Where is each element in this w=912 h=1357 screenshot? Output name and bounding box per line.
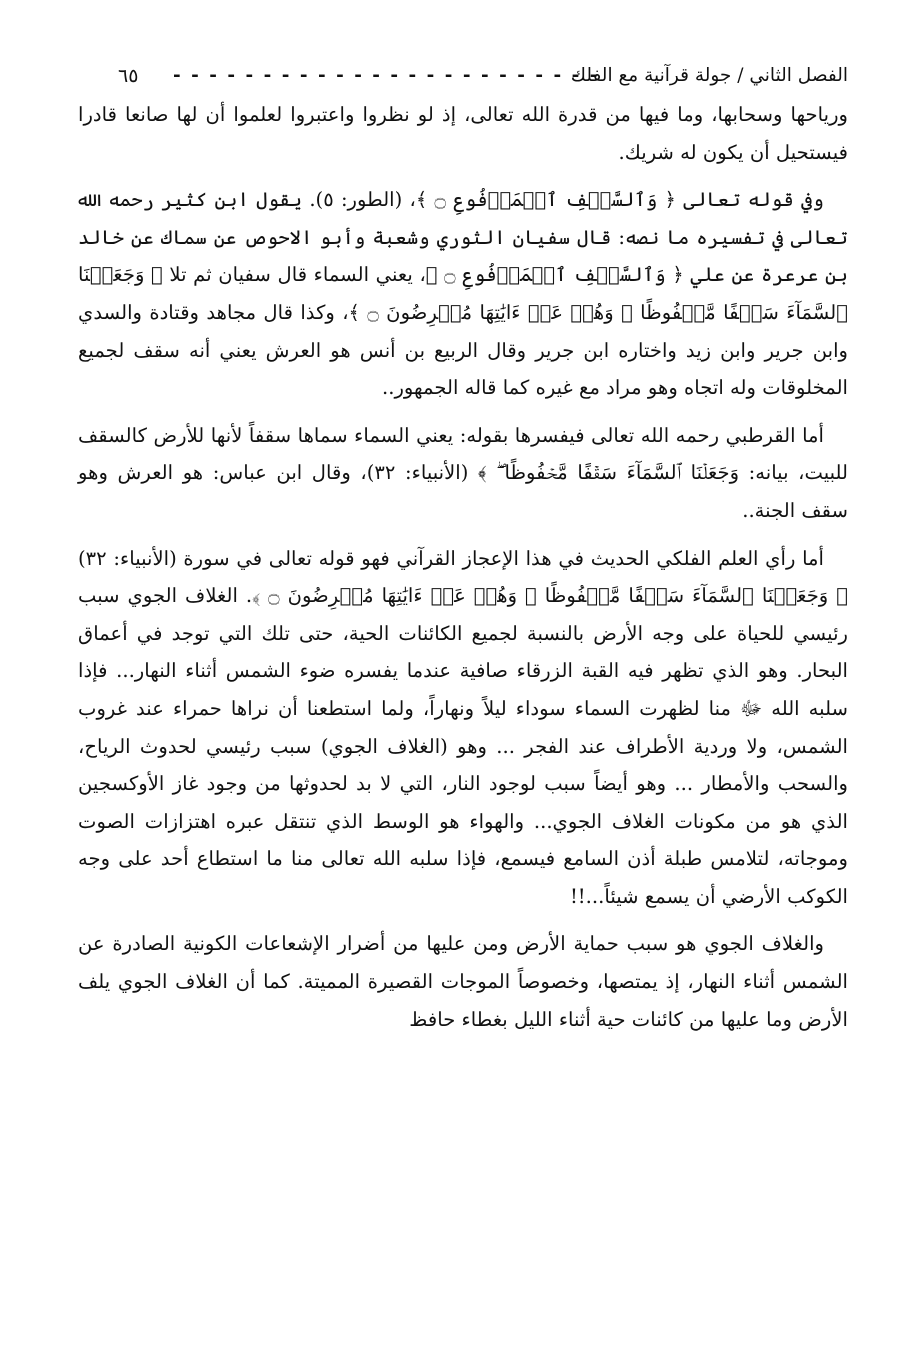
running-header [78,56,848,96]
chapter-title: الفصل الثاني / جولة قرآنية مع الفلك [570,65,848,86]
paragraph-qurtubi: أما القرطبي رحمه الله تعالى فيفسرها بقوله: يعني السماء سماها سقفاً لأنها للأرض كالسقف للبيت، بيانه: وَجَعَلۡنَا ٱلسَّمَآءَ سَقۡفًا مَّحۡفُوظًا ۖ ﴾ (الأنبياء: ٣٢)، وقال ابن عباس: هو العرش وهو سقف الجنة.. [78,423,848,522]
paragraph-ibn-kathir: وفي قوله تعالى ﴿ وَٱلسَّقۡفِ ٱلۡمَرۡفُوعِ ۝ ﴾، (الطور: ٥). يقول ابن كثير رحمه الله تعالى في تفسيره ما نصه: قال سفيان الثوري وشعبة وأبو الاحوص عن سماك عن خالد بن عرعرة عن علي ﴿ وَٱلسَّقۡفِ ٱلۡمَرۡفُوعِ ۝ ﴾، يعني السماء قال سفيان ثم تلا ﴿ وَجَعَلۡنَا ٱلسَّمَآءَ سَقۡفًا مَّحۡفُوظًا ۖ وَهُمۡ عَنۡ ءَايَٰتِهَا مُعۡرِضُونَ ۝ ﴾، وكذا قال مجاهد وقتادة والسدي وابن جرير وابن زيد واختاره ابن جرير وقال الربيع بن أنس هو العرش يعني أنه سقف لجميع المخلوقات وله اتجاه وهو مراد مع غيره كما قاله الجمهور.. [78,188,848,400]
paragraph-modern-astronomy: أما رأي العلم الفلكي الحديث في هذا الإعجاز القرآني فهو قوله تعالى في سورة (الأنبياء: ٣٢) ﴿ وَجَعَلۡنَا ٱلسَّمَآءَ سَقۡفًا مَّحۡفُوظًا ۖ وَهُمۡ عَنۡ ءَايَٰتِهَا مُعۡرِضُونَ ۝ ﴾. الغلاف الجوي سبب رئيسي للحياة على وجه الأرض بالنسبة لجميع الكائنات الحية، حتى تلك التي توجد في أعماق البحار. وهو الذي تظهر فيه القبة الزرقاء صافية عندما يفسره ضوء الشمس أثناء النهار... فإذا سلبه الله ﷻ منا لظهرت السماء سوداء ليلاً ونهاراً، ولما استطعنا أن نراها حمراء عند غروب الشمس، ولا وردية الأطراف عند الفجر ... وهو (الغلاف الجوي) سبب رئيسي لحدوث الرياح، والسحب والأمطار ... وهو أيضاً سبب لوجود النار، التي لا بد لحدوثها من وجود غاز الأوكسجين الذي هو من مكونات الغلاف الجوي... والهواء هو الوسط الذي تنتقل عبره اهتزازات الصوت وموجاته، لتلامس طبلة أذن السامع فيسمع، فإذا سلبه الله تعالى منا ما استطاع أحد على وجه الكوكب الأرضي أن يسمع شيئاً...!! [78,546,849,908]
paragraph-atmosphere-protection: والغلاف الجوي هو سبب حماية الأرض ومن عليها من أضرار الإشعاعات الكونية الصادرة عن الشمس أثناء النهار، إذ يمتصها، وخصوصاً الموجات القصيرة المميتة. كما أن الغلاف الجوي يلف الأرض وما عليها من كائنات حية أثناء الليل بغطاء حافظ [78,932,848,1031]
page-number: ٦٥ [118,65,139,87]
paragraph-continuation: ورياحها وسحابها، وما فيها من قدرة الله تعالى، إذ لو نظروا واعتبروا لعلموا أن لها صانعا قادرا فيستحيل أن يكون له شريك. [78,103,848,164]
header-dash-rule: - - - - - - - - - - - - - - - - - - - - - - - - [173,65,600,86]
book-page [78,56,848,1038]
